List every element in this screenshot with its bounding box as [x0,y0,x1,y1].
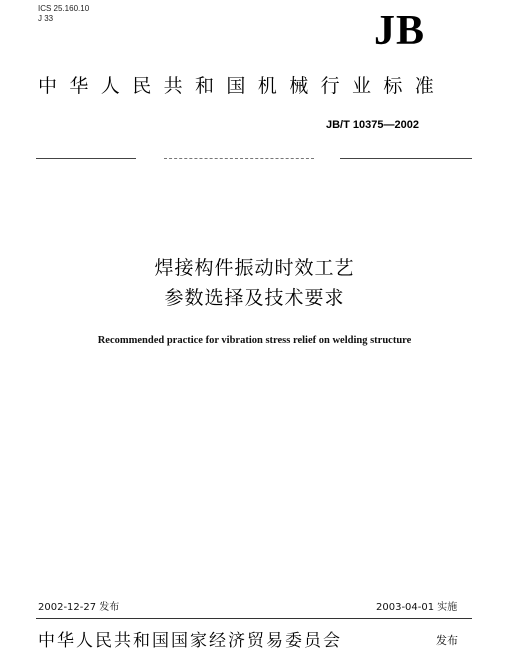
issue-date: 2002-12-27 发布 [38,602,120,613]
header-divider-left [36,158,136,159]
footer-divider [36,618,472,619]
document-title-line-1: 焊接构件振动时效工艺 [154,257,355,279]
jb-logo: JB [374,8,426,54]
header-divider-middle [164,158,314,159]
publisher-name: 中华人民共和国国家经济贸易委员会 [38,631,342,651]
implementation-date: 2003-04-01 实施 [376,602,458,613]
english-title: Recommended practice for vibration stress relief on welding structure [97,335,412,346]
publish-label: 发布 [436,634,458,647]
ics-code: ICS 25.160.10 [38,4,90,13]
header-divider-right [340,158,472,159]
industry-standard-heading: 中华人民共和国机械行业标准 [38,75,447,97]
standard-number: JB/T 10375—2002 [326,119,419,131]
document-title-line-2: 参数选择及技术要求 [164,287,345,309]
category-code: J 33 [38,14,54,23]
